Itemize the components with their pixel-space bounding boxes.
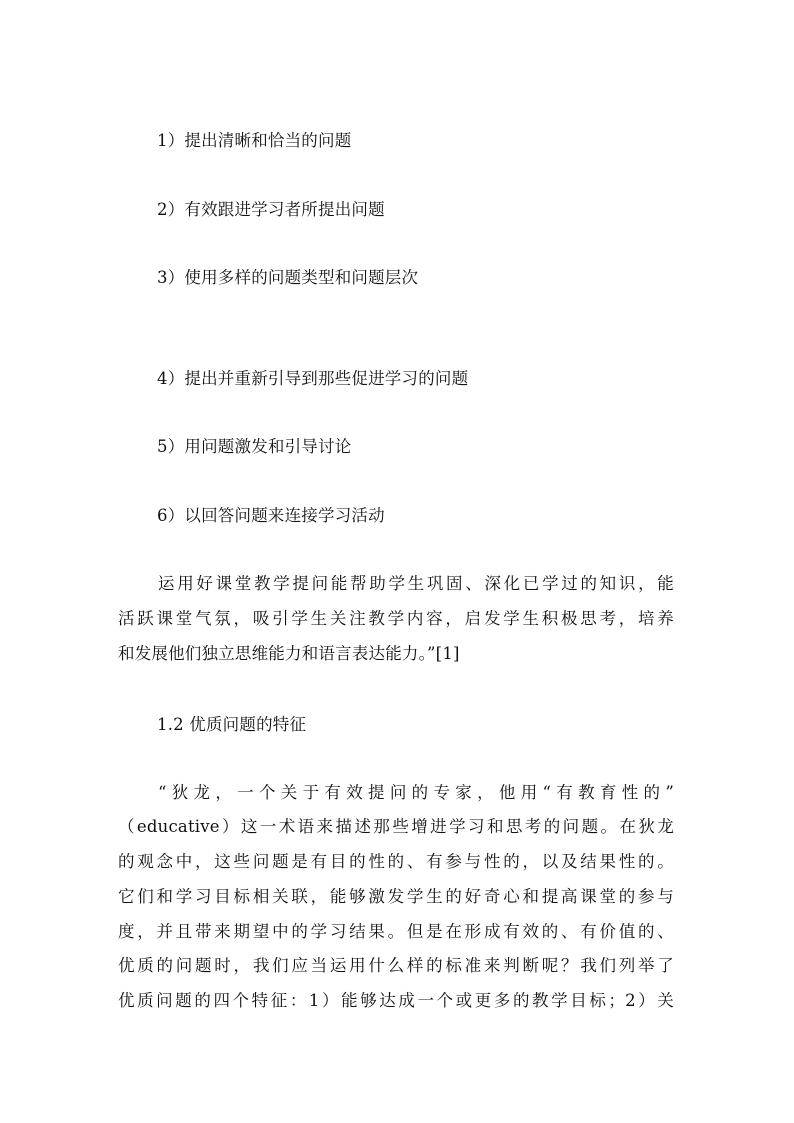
paragraph-line: 它们和学习目标相关联，能够激发学生的好奇心和提高课堂的参与 bbox=[118, 887, 674, 906]
paragraph-line: 运用好课堂教学提问能帮助学生巩固、深化已学过的知识，能 bbox=[158, 574, 674, 593]
paragraph-line: 优质的问题时，我们应当运用什么样的标准来判断呢？我们列举了 bbox=[118, 956, 674, 975]
paragraph-line: 活跃课堂气氛，吸引学生关注教学内容，启发学生积极思考，培养 bbox=[118, 609, 674, 628]
paragraph-line: 的观念中，这些问题是有目的性的、有参与性的，以及结果性的。 bbox=[118, 852, 674, 871]
paragraph-line: 和发展他们独立思维能力和语言表达能力。”[1] bbox=[118, 644, 460, 663]
paragraph-line: “狄龙，一个关于有效提问的专家，他用“有教育性的” bbox=[158, 783, 674, 802]
list-item-4: 4）提出并重新引导到那些促进学习的问题 bbox=[157, 369, 469, 388]
paragraph-line: 度，并且带来期望中的学习结果。但是在形成有效的、有价值的、 bbox=[118, 922, 674, 941]
paragraph-line: （educative）这一术语来描述那些增进学习和思考的问题。在狄龙 bbox=[118, 817, 674, 836]
list-item-3: 3）使用多样的问题类型和问题层次 bbox=[157, 268, 419, 287]
list-item-5: 5）用问题激发和引导讨论 bbox=[157, 437, 352, 456]
list-item-1: 1）提出清晰和恰当的问题 bbox=[157, 131, 352, 150]
section-heading: 1.2 优质问题的特征 bbox=[157, 715, 307, 734]
list-item-6: 6）以回答问题来连接学习活动 bbox=[157, 506, 385, 525]
paragraph-line: 优质问题的四个特征：1）能够达成一个或更多的教学目标；2）关 bbox=[118, 991, 674, 1010]
list-item-2: 2）有效跟进学习者所提出问题 bbox=[157, 200, 385, 219]
